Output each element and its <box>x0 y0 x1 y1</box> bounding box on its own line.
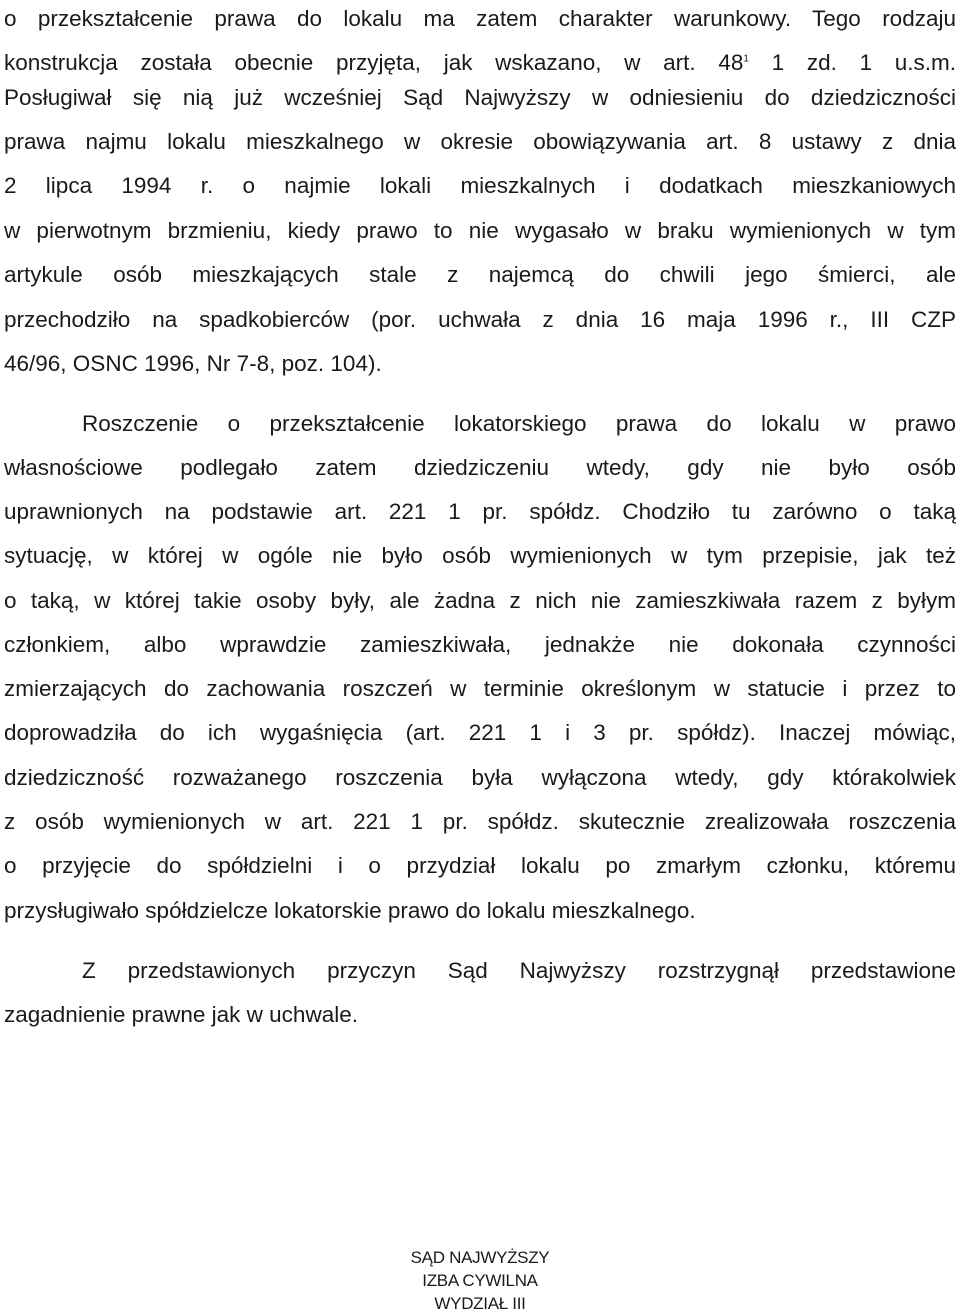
text-line <box>4 579 956 623</box>
text-line <box>4 342 956 386</box>
line-text: przysługiwało spółdzielcze lokatorskie prawo do lokalu mieszkalnego. <box>4 898 696 923</box>
line-text: Z przedstawionych przyczyn Sąd Najwyższy rozstrzygnął przedstawione <box>82 958 956 983</box>
line-text: w pierwotnym brzmieniu, kiedy prawo to nie wygasało w braku wymienionych w tym <box>4 218 956 243</box>
line-text: 46/96, OSNC 1996, Nr 7-8, poz. 104). <box>4 351 382 376</box>
text-line <box>4 0 956 41</box>
line-text: własnościowe podlegało zatem dziedziczeniu wtedy, gdy nie było osób <box>4 455 956 480</box>
line-text: dziedziczność rozważanego roszczenia była wyłączona wtedy, gdy którakolwiek <box>4 765 956 790</box>
line-text-tail: 1 zd. 1 u.s.m. <box>748 50 957 75</box>
line-text: zmierzających do zachowania roszczeń w terminie określonym w statucie i przez to <box>4 676 956 701</box>
text-line <box>4 76 956 120</box>
court-name: SĄD NAJWYŻSZY <box>410 1248 550 1267</box>
chamber-name: IZBA CYWILNA <box>422 1271 538 1290</box>
line-text: 2 lipca 1994 r. o najmie lokali mieszkalnych i dodatkach mieszkaniowych <box>4 173 956 198</box>
text-line <box>4 446 956 490</box>
line-text: Roszczenie o przekształcenie lokatorskiego prawa do lokalu w prawo <box>82 411 956 436</box>
line-text: Posługiwał się nią już wcześniej Sąd Najwyższy w odniesieniu do dziedziczności <box>4 85 956 110</box>
text-line <box>4 120 956 164</box>
line-text: członkiem, albo wprawdzie zamieszkiwała, jednakże nie dokonała czynności <box>4 632 956 657</box>
line-text: konstrukcja została obecnie przyjęta, jak wskazano, w art. 48 <box>4 50 744 75</box>
line-text: artykule osób mieszkających stale z najemcą do chwili jego śmierci, ale <box>4 262 956 287</box>
text-line <box>4 844 956 888</box>
line-text: przechodziło na spadkobierców (por. uchwała z dnia 16 maja 1996 r., III CZP <box>4 307 956 332</box>
text-line <box>4 164 956 208</box>
division-name: WYDZIAŁ III <box>434 1294 526 1313</box>
line-text: zagadnienie prawne jak w uchwale. <box>4 1002 358 1027</box>
line-text: o przyjęcie do spółdzielni i o przydział lokalu po zmarłym członku, któremu <box>4 853 956 878</box>
text-line <box>4 402 956 446</box>
line-text: o taką, w której takie osoby były, ale żadna z nich nie zamieszkiwała razem z byłym <box>4 588 956 613</box>
text-line <box>4 209 956 253</box>
text-line <box>4 490 956 534</box>
line-text: uprawnionych na podstawie art. 221 1 pr. spółdz. Chodziło tu zarówno o taką <box>4 499 956 524</box>
text-line <box>4 253 956 297</box>
line-text: doprowadziła do ich wygaśnięcia (art. 221 1 i 3 pr. spółdz). Inaczej mówiąc, <box>4 720 956 745</box>
text-line <box>4 534 956 578</box>
text-line <box>4 756 956 800</box>
line-text: sytuację, w której w ogóle nie było osób wymienionych w tym przepisie, jak też <box>4 543 956 568</box>
superscript: 1 <box>743 53 749 65</box>
text-line <box>4 667 956 711</box>
text-line <box>4 993 956 1037</box>
line-text: z osób wymienionych w art. 221 1 pr. spółdz. skutecznie zrealizowała roszczenia <box>4 809 956 834</box>
text-line <box>4 298 956 342</box>
text-line <box>4 800 956 844</box>
text-line <box>4 889 956 933</box>
line-text: o przekształcenie prawa do lokalu ma zatem charakter warunkowy. Tego rodzaju <box>4 6 956 31</box>
document-page <box>4 0 956 1314</box>
line-text: prawa najmu lokalu mieszkalnego w okresie obowiązywania art. 8 ustawy z dnia <box>4 129 956 154</box>
text-line <box>4 623 956 667</box>
text-line <box>4 711 956 755</box>
court-footer <box>0 1246 960 1315</box>
text-line <box>4 949 956 993</box>
